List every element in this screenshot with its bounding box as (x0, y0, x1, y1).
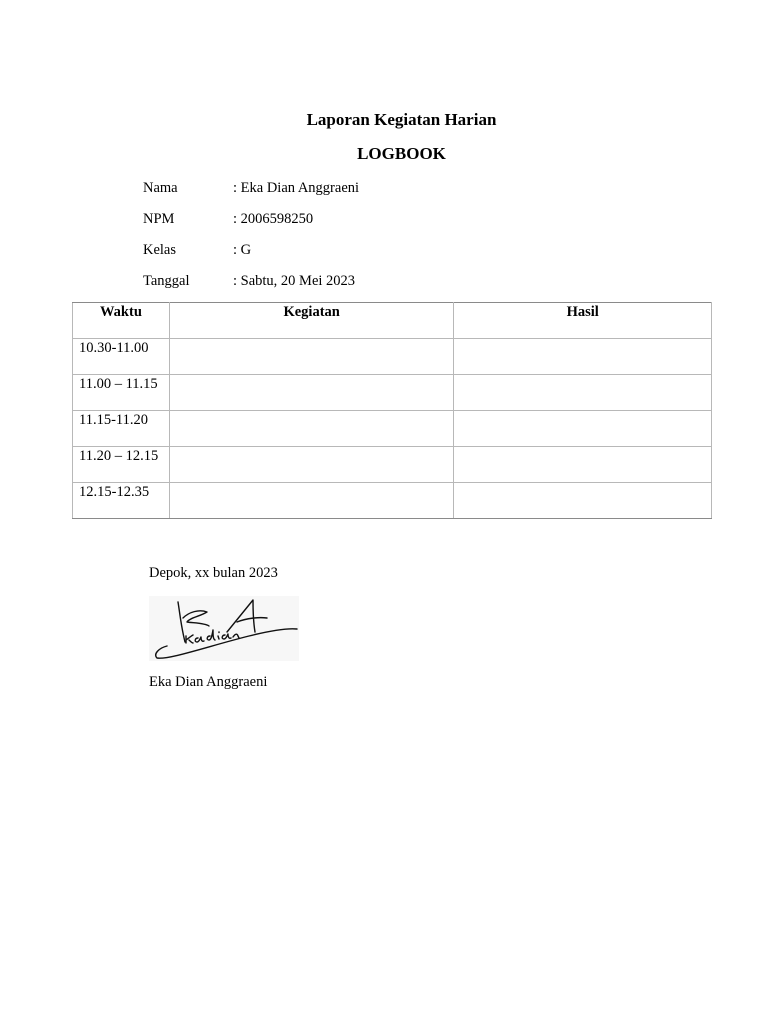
info-value: : G (233, 242, 252, 258)
cell-hasil (454, 339, 712, 375)
cell-waktu: 10.30-11.00 (73, 339, 170, 375)
document-title: Laporan Kegiatan Harian (306, 110, 497, 129)
cell-hasil (454, 447, 712, 483)
logbook-table (72, 302, 712, 519)
column-header-hasil: Hasil (454, 303, 712, 339)
cell-waktu: 12.15-12.35 (73, 483, 170, 519)
table-row (73, 411, 712, 447)
table-row (73, 339, 712, 375)
info-label: NPM (143, 211, 175, 227)
document-subtitle: LOGBOOK (357, 144, 446, 163)
table-row (73, 447, 712, 483)
table-row (73, 483, 712, 519)
table-header-row (73, 303, 712, 339)
cell-waktu: 11.15-11.20 (73, 411, 170, 447)
cell-kegiatan (169, 411, 454, 447)
cell-kegiatan (169, 375, 454, 411)
cell-kegiatan (169, 483, 454, 519)
info-value: : Sabtu, 20 Mei 2023 (233, 273, 356, 289)
info-label: Kelas (143, 242, 177, 258)
cell-kegiatan (169, 339, 454, 375)
column-header-waktu: Waktu (73, 303, 170, 339)
info-value: : 2006598250 (233, 211, 314, 227)
cell-hasil (454, 411, 712, 447)
info-value: : Eka Dian Anggraeni (233, 180, 360, 196)
table-row (73, 375, 712, 411)
cell-hasil (454, 483, 712, 519)
info-label: Tanggal (143, 273, 190, 289)
info-label: Nama (143, 180, 178, 196)
signature-image (149, 596, 299, 661)
column-header-kegiatan: Kegiatan (169, 303, 454, 339)
closing-place-date: Depok, xx bulan 2023 (149, 565, 278, 581)
cell-hasil (454, 375, 712, 411)
signatory-name: Eka Dian Anggraeni (149, 674, 268, 690)
cell-waktu: 11.20 – 12.15 (73, 447, 170, 483)
cell-waktu: 11.00 – 11.15 (73, 375, 170, 411)
cell-kegiatan (169, 447, 454, 483)
